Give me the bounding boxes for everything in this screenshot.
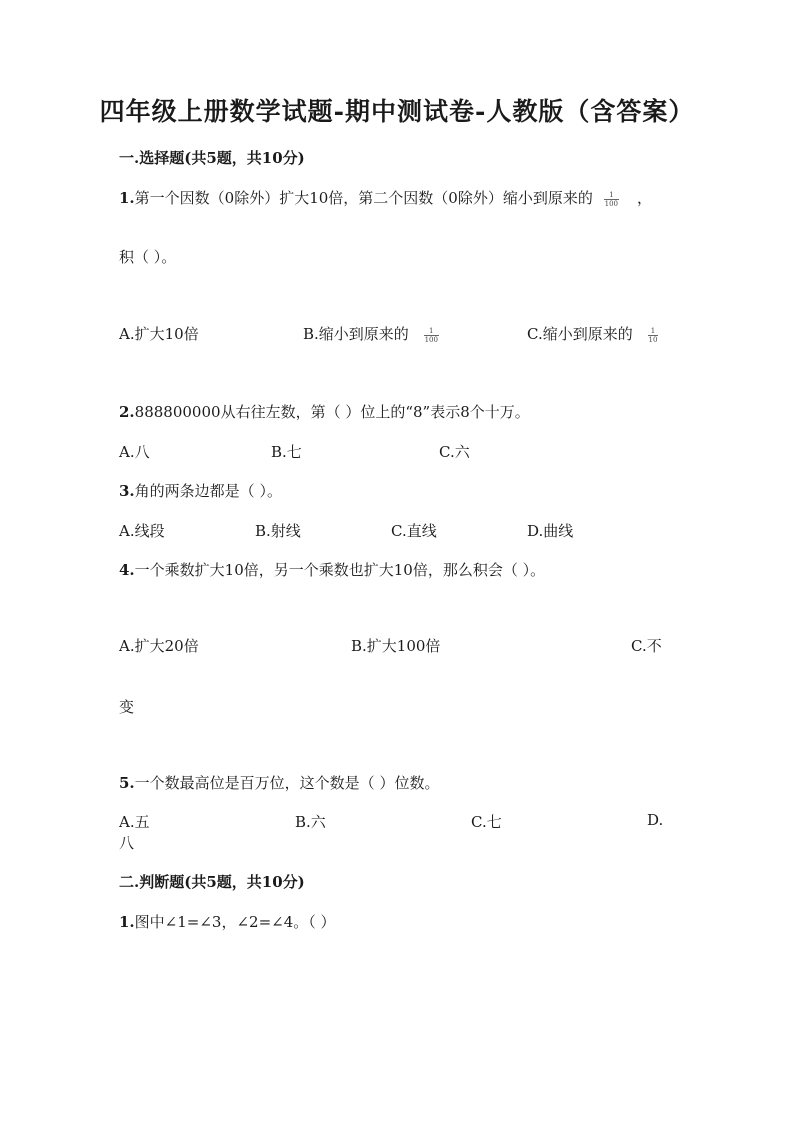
question-text: 角的两条边都是（ ）。 [134, 482, 282, 500]
option-c [527, 323, 658, 344]
option-c-continued: 变 [119, 698, 135, 716]
option-c: C.直线 [391, 522, 437, 540]
question-number: 1. [119, 913, 135, 931]
fraction-denominator: 100 [424, 335, 438, 344]
question-4 [119, 559, 545, 580]
judgement-1 [119, 911, 336, 932]
option-b: B.六 [295, 813, 326, 831]
question-2 [119, 401, 530, 422]
option-d-continued: 八 [119, 834, 135, 852]
section-header-judgement: 二.判断题(共5题，共10分) [119, 873, 305, 891]
question-number: 5. [119, 774, 135, 792]
question-text: 888800000从右往左数，第（ ）位上的“8”表示8个十万。 [134, 403, 530, 421]
question-3 [119, 480, 282, 501]
question-text: 第一个因数（0除外）扩大10倍，第二个因数（0除外）缩小到原来的 [134, 189, 593, 207]
option-a: A.八 [119, 443, 150, 461]
fraction-numerator: 1 [424, 327, 439, 336]
fraction-numerator: 1 [648, 327, 659, 336]
option-d: D. [647, 811, 664, 829]
punctuation: ， [637, 189, 653, 207]
question-text: 一个数最高位是百万位，这个数是（ ）位数。 [134, 774, 440, 792]
fraction-numerator: 1 [604, 191, 619, 200]
option-d: D.曲线 [527, 522, 574, 540]
option-a: A.扩大10倍 [119, 325, 199, 343]
page-title: 四年级上册数学试题-期中测试卷-人教版（含答案） [99, 97, 695, 126]
option-a: A.扩大20倍 [119, 637, 199, 655]
question-1 [119, 187, 652, 208]
question-1-line2: 积（ ）。 [119, 248, 177, 266]
option-b [303, 323, 439, 344]
fraction-denominator: 100 [604, 199, 619, 208]
option-c: C.七 [471, 813, 502, 831]
option-text: C.缩小到原来的 [527, 325, 633, 343]
question-5 [119, 772, 439, 793]
fraction-denominator: 10 [648, 335, 658, 344]
question-number: 3. [119, 482, 135, 500]
fraction [424, 327, 439, 344]
option-b: B.扩大100倍 [351, 637, 441, 655]
option-c: C.不 [631, 637, 662, 655]
option-a: A.五 [119, 813, 150, 831]
option-text: B.缩小到原来的 [303, 325, 409, 343]
option-a: A.线段 [119, 522, 165, 540]
option-c: C.六 [439, 443, 470, 461]
question-number: 1. [119, 189, 135, 207]
option-b: B.射线 [255, 522, 301, 540]
question-number: 2. [119, 403, 135, 421]
fraction [604, 191, 619, 208]
section-header-choice: 一.选择题(共5题，共10分) [119, 149, 305, 167]
question-number: 4. [119, 561, 135, 579]
question-text: 一个乘数扩大10倍，另一个乘数也扩大10倍，那么积会（ ）。 [134, 561, 546, 579]
fraction [648, 327, 659, 344]
option-b: B.七 [271, 443, 302, 461]
question-text: 图中∠1=∠3，∠2=∠4。（ ） [134, 913, 336, 931]
